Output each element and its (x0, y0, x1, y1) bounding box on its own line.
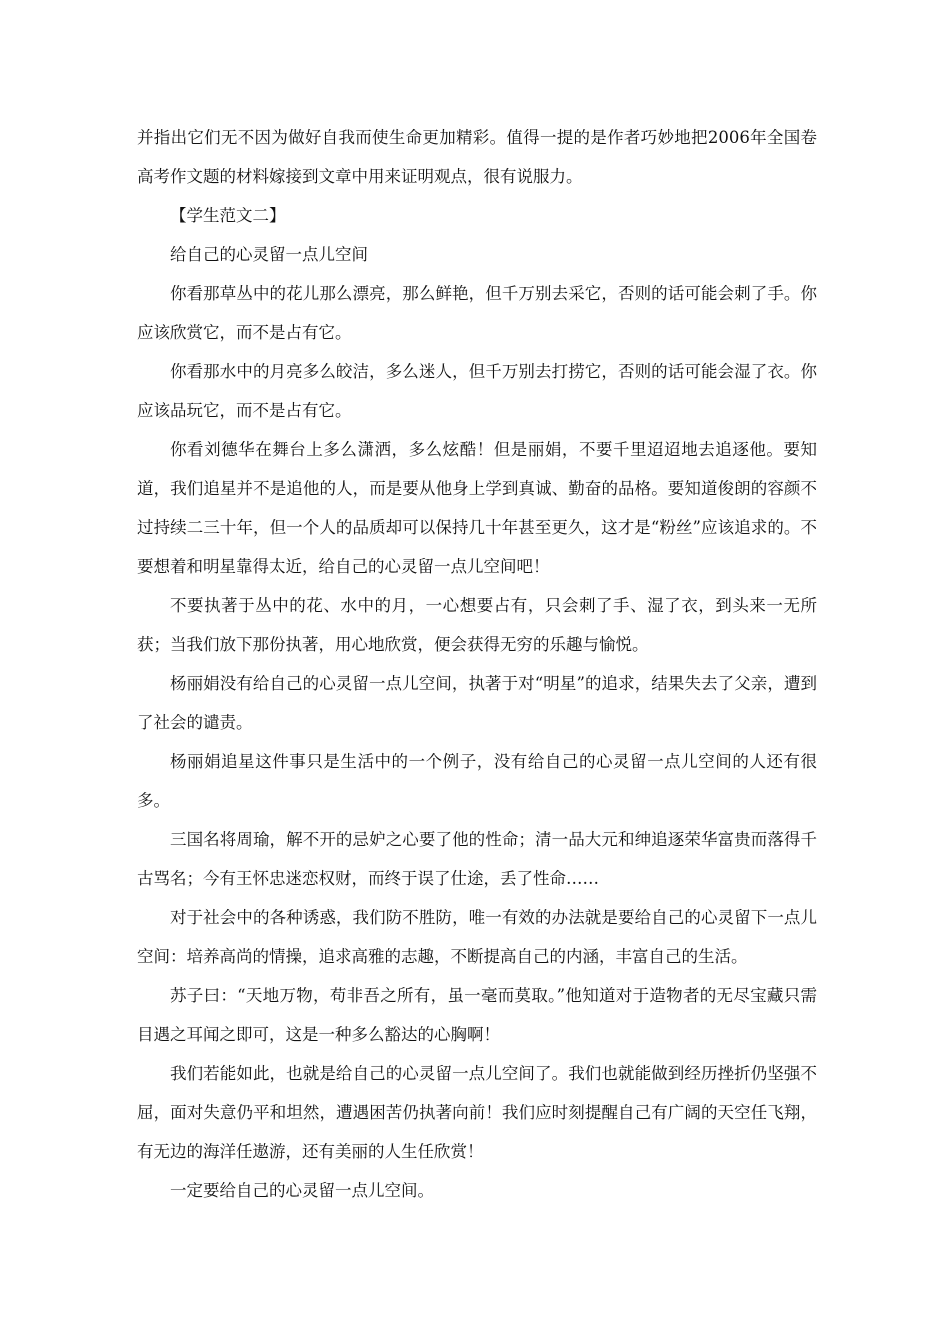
essay-paragraph: 你看那水中的月亮多么皎洁，多么迷人，但千万别去打捞它，否则的话可能会湿了衣。你应该品玩它，而不是占有它。 (137, 362, 817, 420)
essay-paragraph: 苏子曰：“天地万物，苟非吾之所有，虽一毫而莫取。”他知道对于造物者的无尽宝藏只需目遇之耳闻之即可，这是一种多么豁达的心胸啊！ (137, 986, 817, 1044)
essay-paragraph: 你看那草丛中的花儿那么漂亮，那么鲜艳，但千万别去采它，否则的话可能会刺了手。你应该欣赏它，而不是占有它。 (137, 284, 817, 342)
essay-closing: 一定要给自己的心灵留一点儿空间。 (170, 1181, 434, 1200)
essay-paragraph: 杨丽娟追星这件事只是生活中的一个例子，没有给自己的心灵留一点儿空间的人还有很多。 (137, 752, 817, 810)
intro-continuation: 并指出它们无不因为做好自我而使生命更加精彩。值得一提的是作者巧妙地把2006年全国卷高考作文题的材料嫁接到文章中用来证明观点，很有说服力。 (137, 128, 817, 186)
essay-paragraph: 对于社会中的各种诱惑，我们防不胜防，唯一有效的办法就是要给自己的心灵留下一点儿空间：培养高尚的情操，追求高雅的志趣，不断提高自己的内涵，丰富自己的生活。 (137, 908, 817, 966)
essay-paragraph: 我们若能如此，也就是给自己的心灵留一点儿空间了。我们也就能做到经历挫折仍坚强不屈，面对失意仍平和坦然，遭遇困苦仍执著向前！我们应时刻提醒自己有广阔的天空任飞翔，有无边的海洋任遨游，还有美丽的人生任欣赏！ (137, 1064, 817, 1161)
essay-paragraph: 不要执著于丛中的花、水中的月，一心想要占有，只会刺了手、湿了衣，到头来一无所获；当我们放下那份执著，用心地欣赏，便会获得无穷的乐趣与愉悦。 (137, 596, 817, 654)
essay-title: 给自己的心灵留一点儿空间 (170, 245, 368, 264)
document-body (137, 118, 817, 1210)
essay-paragraph: 三国名将周瑜，解不开的忌妒之心要了他的性命；清一品大元和绅追逐荣华富贵而落得千古骂名；今有王怀忠迷恋权财，而终于误了仕途，丢了性命…… (137, 830, 817, 888)
section-label: 【学生范文二】 (170, 206, 286, 225)
essay-paragraph: 你看刘德华在舞台上多么潇洒，多么炫酷！但是丽娟，不要千里迢迢地去追逐他。要知道，我们追星并不是追他的人，而是要从他身上学到真诚、勤奋的品格。要知道俊朗的容颜不过持续二三十年，但一个人的品质却可以保持几十年甚至更久，这才是“粉丝”应该追求的。不要想着和明星靠得太近，给自己的心灵留一点儿空间吧！ (137, 440, 817, 576)
essay-paragraph: 杨丽娟没有给自己的心灵留一点儿空间，执著于对“明星”的追求，结果失去了父亲，遭到了社会的谴责。 (137, 674, 817, 732)
